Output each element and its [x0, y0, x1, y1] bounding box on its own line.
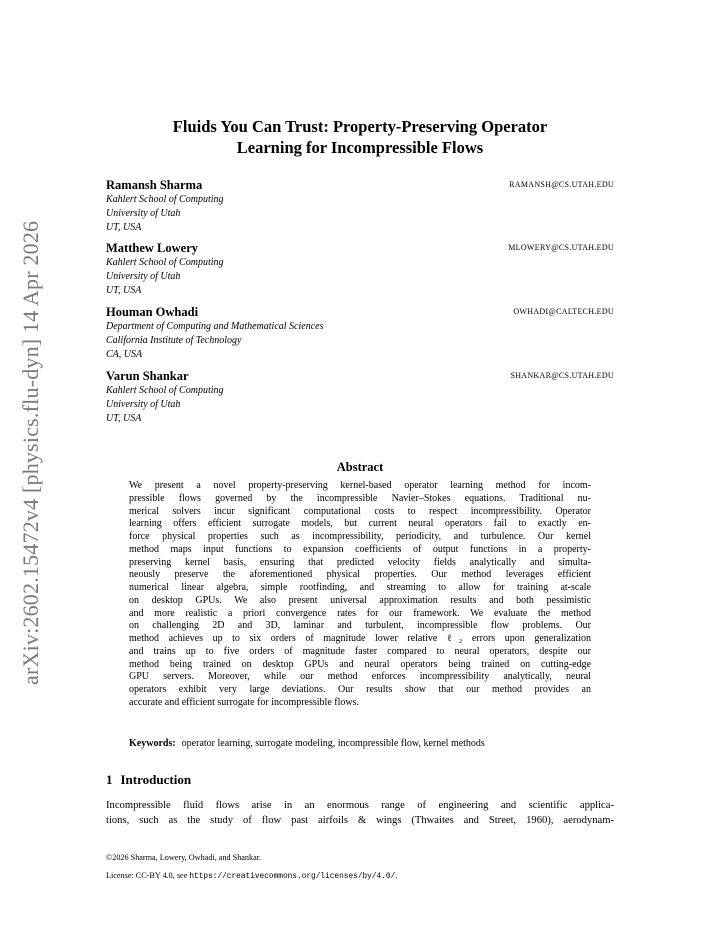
- author-affiliation: Kahlert School of Computing: [106, 257, 224, 268]
- abstract-line: learning offers efficient surrogate models, but current neural operators fail to exactly en-: [129, 518, 591, 530]
- abstract-line: force physical properties such as incompressibility, periodicity, and turbulence. Our kernel: [129, 531, 591, 542]
- arxiv-side-stamp: [18, 215, 46, 685]
- keywords-label: Keywords:: [129, 738, 176, 749]
- abstract-line: We present a novel property-preserving kernel-based operator learning method for incom-: [129, 480, 591, 491]
- license-suffix: .: [395, 871, 398, 880]
- abstract-line: merical solvers incur significant computational costs to respect incompressibility. Operator: [129, 505, 591, 517]
- author-block: [106, 305, 614, 362]
- author-block: [106, 241, 614, 298]
- abstract-line: on desktop GPUs. We also present universal approximation results and both pessimistic: [129, 594, 591, 606]
- author-name: Houman Owhadi: [106, 305, 199, 319]
- author-affiliation: California Institute of Technology: [106, 335, 242, 346]
- author-location: UT, USA: [106, 222, 142, 233]
- author-affiliation: Kahlert School of Computing: [106, 385, 224, 396]
- keywords-text: operator learning, surrogate modeling, incompressible flow, kernel methods: [181, 738, 485, 749]
- abstract-line: and more realistic a priori convergence rates for our framework. We evaluate the method: [129, 607, 591, 619]
- license-link[interactable]: https://creativecommons.org/licenses/by/4.0/: [189, 873, 396, 881]
- author-location: CA, USA: [106, 349, 143, 360]
- abstract-line: and trains up to five orders of magnitude faster compared to neural operators, despite our: [129, 645, 591, 657]
- license-prefix: License: CC-BY 4.0, see: [106, 871, 190, 880]
- abstract-line: numerical linear algebra, simple rootfinding, and streaming to allow for training at-scale: [129, 582, 591, 593]
- keywords: [129, 738, 599, 749]
- intro-line: tions, such as the study of flow past airfoils & wings (Thwaites and Street, 1960), aerodynam-: [106, 815, 614, 826]
- abstract-line: on challenging 2D and 3D, laminar and turbulent, incompressible flow problems. Our: [129, 620, 591, 632]
- author-affiliation: University of Utah: [106, 271, 181, 282]
- section-number: 1: [106, 772, 113, 787]
- author-name: Matthew Lowery: [106, 241, 198, 255]
- author-location: UT, USA: [106, 285, 142, 296]
- section-title: Introduction: [120, 772, 192, 787]
- abstract-line: neously preserve the aforementioned physical properties. Our method leverages efficient: [129, 569, 591, 581]
- abstract-line: pressible flows governed by the incompressible Navier–Stokes equations. Traditional nu-: [129, 492, 591, 504]
- author-email[interactable]: SHANKAR@CS.UTAH.EDU: [510, 371, 614, 380]
- intro-paragraph: [106, 798, 614, 828]
- author-name: Varun Shankar: [106, 369, 189, 383]
- arxiv-identifier: arXiv:2602.15472v4 [physics.flu-dyn] 14 Apr 2026: [18, 220, 43, 685]
- title-line-1: Fluids You Can Trust: Property-Preserving Operator: [172, 117, 548, 136]
- paper-title: [106, 116, 614, 158]
- author-affiliation: Department of Computing and Mathematical Sciences: [106, 321, 324, 332]
- abstract-line: operators exhibit very large deviations. Our results show that our method provides an: [129, 684, 591, 695]
- author-affiliation: Kahlert School of Computing: [106, 194, 224, 205]
- author-email[interactable]: RAMANSH@CS.UTAH.EDU: [509, 180, 614, 189]
- abstract-line: GPU servers. Moreover, while our method enforces incompressibility analytically, neural: [129, 671, 591, 683]
- abstract-line: preserving kernel basis, ensuring that predicted velocity fields analytically and simulta-: [129, 556, 591, 568]
- author-location: UT, USA: [106, 413, 142, 424]
- title-line-2: Learning for Incompressible Flows: [236, 138, 484, 157]
- section-heading: [106, 772, 191, 788]
- author-affiliation: University of Utah: [106, 399, 181, 410]
- copyright-notice: ©2026 Sharma, Lowery, Owhadi, and Shankar.: [106, 853, 262, 862]
- abstract-body: [129, 480, 591, 710]
- abstract-line: method maps input functions to expansion coefficients of output functions in a property-: [129, 543, 591, 555]
- abstract-line: accurate and efficient surrogate for incompressible flows.: [129, 696, 359, 708]
- author-email[interactable]: OWHADI@CALTECH.EDU: [513, 307, 614, 316]
- author-block: [106, 369, 614, 426]
- abstract-heading: Abstract: [336, 460, 384, 474]
- author-affiliation: University of Utah: [106, 208, 181, 219]
- author-email[interactable]: MLOWERY@CS.UTAH.EDU: [508, 243, 614, 252]
- license-notice: [106, 871, 397, 881]
- abstract-line: method being trained on desktop GPUs and neural operators being trained on cutting-edge: [129, 658, 591, 670]
- author-block: [106, 178, 614, 235]
- abstract-line: method achieves up to six orders of magnitude lower relative ℓ₂ errors upon generalization: [129, 633, 591, 644]
- author-name: Ramansh Sharma: [106, 178, 203, 192]
- intro-line: Incompressible fluid flows arise in an enormous range of engineering and scientific applica-: [106, 800, 614, 811]
